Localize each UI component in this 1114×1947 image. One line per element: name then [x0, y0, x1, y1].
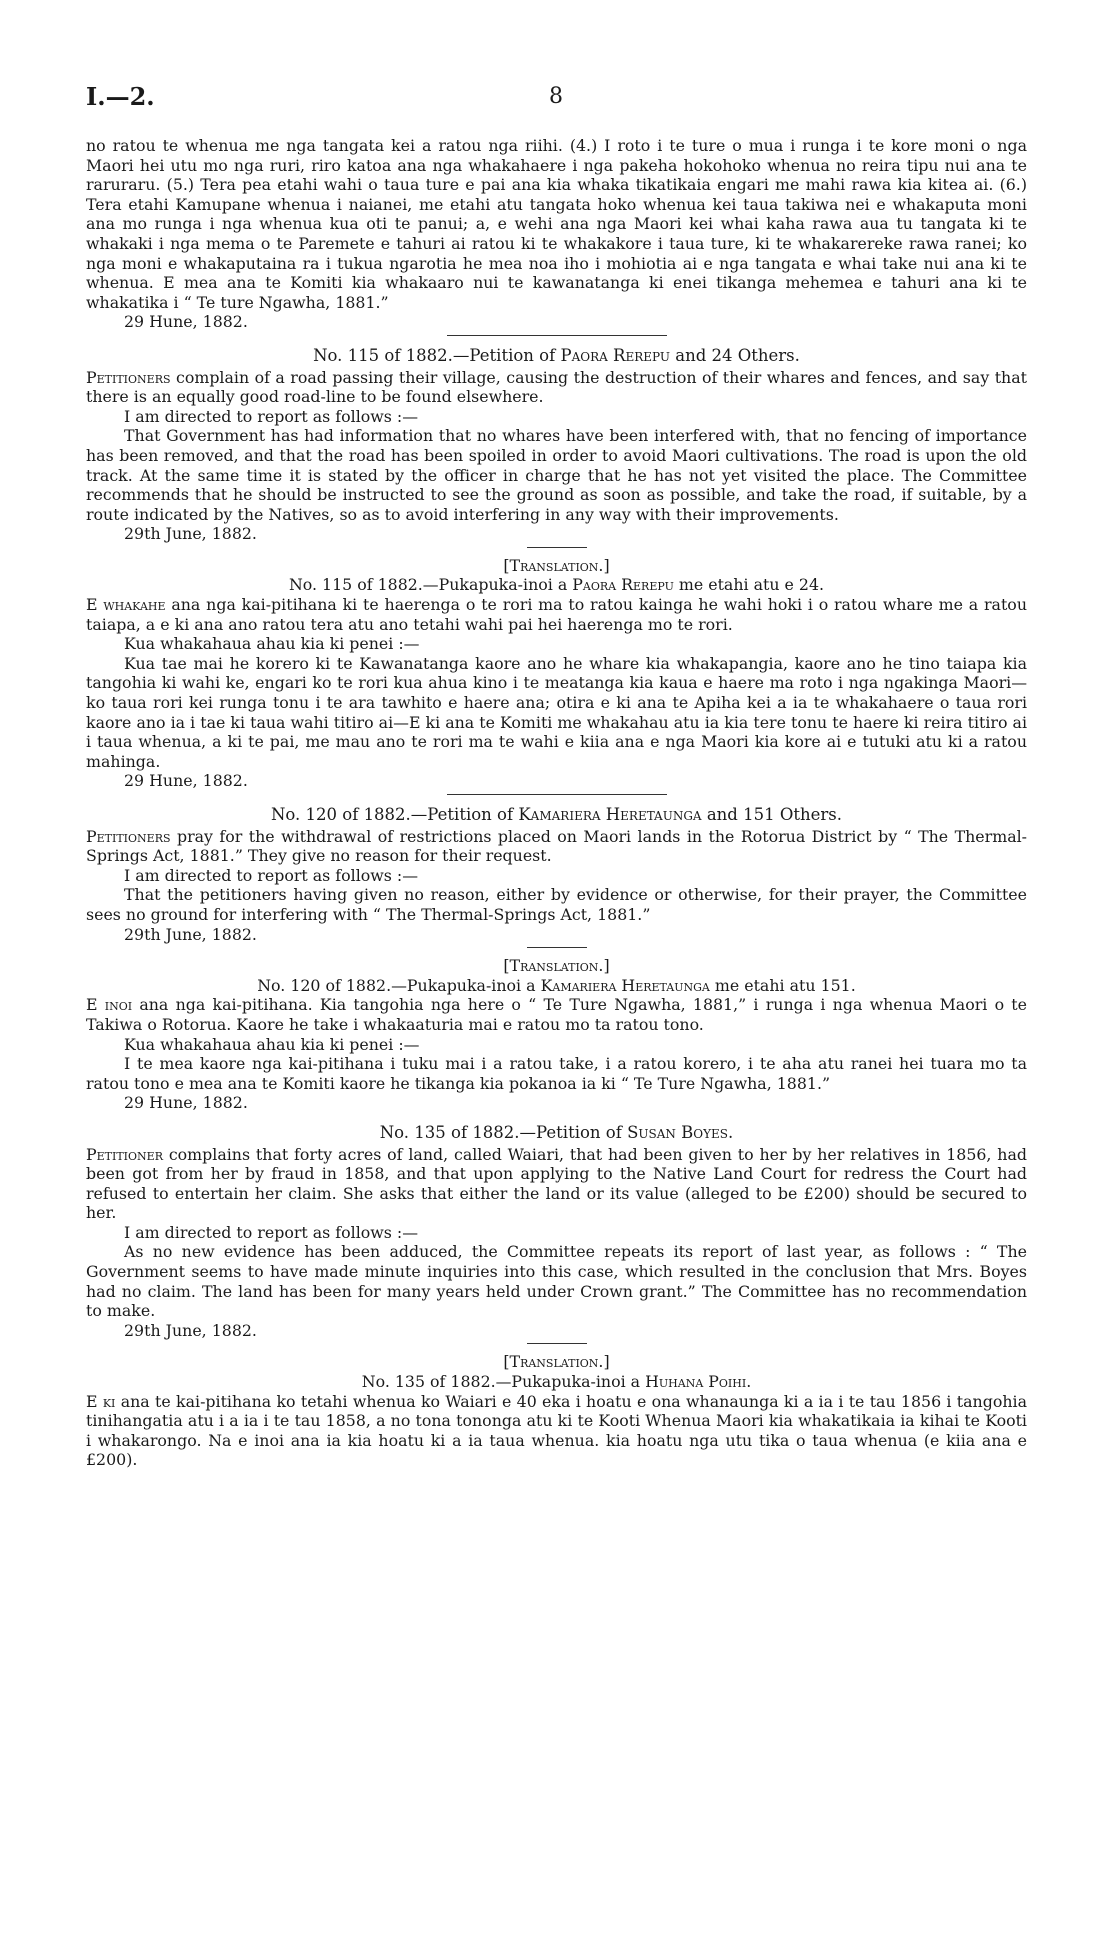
petition-120-date: 29th June, 1882.	[124, 924, 257, 944]
heading-number: No. 120 of 1882.—Pukapuka-inoi a	[257, 975, 536, 995]
translation-label: [Translation.]	[503, 956, 610, 976]
heading-number: No. 120 of 1882.—Petition of	[270, 805, 514, 824]
petition-135-date: 29th June, 1882.	[124, 1320, 257, 1340]
translation-115-summary	[86, 595, 1027, 634]
lead-word: E ki	[86, 1391, 116, 1411]
petition-120-summary	[86, 827, 1027, 866]
series-label: I.—2.	[86, 82, 155, 111]
summary-text: complains that forty acres of land, called Waiari, that had been given to her by her relatives in 1856, had been got from her by fraud in 1858, and that upon applying to the Native Land Court for redress the Court had refused to entertain her claim. She asks that either the land or its value (alleged to be £200) should be secured to her.	[86, 1144, 1027, 1223]
translation-label: [Translation.]	[503, 555, 610, 575]
heading-number: No. 115 of 1882.—Petition of	[313, 345, 556, 365]
summary-text: ana nga kai-pitihana ki te haerenga o te rori ma to ratou kainga he wahi hoki i o ratou whare me a ratou taiapa, a e ki ana ano ratou tera atu ano tetahi wahi pai hei haerenga mo te rori.	[86, 595, 1027, 634]
petitioner-name: Paora Rerepu	[572, 575, 674, 595]
translation-120-report: I te mea kaore nga kai-pitihana i tuku mai i a ratou take, i a ratou korero, i te aha atu ranei hei tuara mo ta ratou tono e mea ana te Komiti kaore he tikanga kia pokanoa ia ki “ Te Ture Ngawha, 1881.”	[86, 1054, 1027, 1093]
lead-word: E whakahe	[86, 595, 166, 615]
heading-number: No. 115 of 1882.—Pukapuka-inoi a	[288, 575, 568, 595]
translation-label: [Translation.]	[503, 1352, 610, 1372]
petition-115-date: 29th June, 1882.	[124, 524, 257, 544]
opening-date: 29 Hune, 1882.	[124, 312, 248, 332]
section-divider	[527, 947, 587, 948]
section-divider	[447, 794, 667, 795]
translation-115-directive: Kua whakahaua ahau kia ki penei :—	[124, 634, 420, 654]
petitioner-name: Kamariera Heretaunga	[518, 805, 702, 824]
petition-115-summary	[86, 368, 1027, 407]
heading-rest: and 151 Others.	[706, 805, 843, 824]
petition-135-directive: I am directed to report as follows :—	[124, 1222, 419, 1242]
petition-135-heading	[86, 1123, 1027, 1143]
heading-rest: me etahi atu e 24.	[678, 575, 825, 595]
translation-120-directive: Kua whakahaua ahau kia ki penei :—	[124, 1034, 420, 1054]
translation-120-date: 29 Hune, 1882.	[124, 1093, 248, 1113]
summary-text: ana nga kai-pitihana. Kia tangohia nga here o “ Te Ture Ngawha, 1881,” i runga i nga whenua Maori o te Takiwa o Rotorua. Kaore he take i whakaaturia mai e ratou mo ta ratou tono.	[86, 995, 1028, 1034]
petitioner-name: Susan Boyes.	[627, 1122, 734, 1142]
petition-135-summary	[86, 1145, 1027, 1223]
translation-115-date: 29 Hune, 1882.	[124, 771, 248, 791]
opening-paragraph: no ratou te whenua me nga tangata kei a ratou nga riihi. (4.) I roto i te ture o mua i runga i te kore moni o nga Maori hei utu mo nga ruri, riro katoa ana nga whakahaere i nga pakeha hokohoko whenua no reira tipu nui ana te raruraru. (5.) Tera pea etahi wahi o taua ture e pai ana kia whaka tikatikaia engari me mahi rawa kia kitea ai. (6.) Tera etahi Kamupane whenua i naianei, me etahi atu tangata hoko whenua kei taua takiwa nei e whakaputa moni ana mo runga i nga whenua kua oti te panui; a, e wehi ana nga Maori kei whai kaha rawa aua tu tangata ki te whakaki i nga mema o te Paremete e tahuri ai ratou ki te whakakore i taua ture, ki te whakarereke rawa ranei; ko nga moni e whakaputaina ra i tukua ngarotia he mea noa iho i mohiotia ai e nga tangata e whai take nui ana ki te whenua. E mea ana te Komiti kia whakaaro nui te kawanatanga ki enei tikanga mehemea e tahuri ana ki te whakatika i “ Te ture Ngawha, 1881.”	[86, 136, 1027, 312]
translation-135-heading	[86, 1372, 1027, 1392]
lead-word: Petitioners	[86, 826, 171, 846]
translation-115-report: Kua tae mai he korero ki te Kawanatanga kaore ano he whare kia whakapangia, kaore ano he tino taiapa kia tangohia ki wahi ke, engari ko te rori kua ahua kino i te meatanga kia kaua e haere ma roto i nga ngakinga Maori—ko taua rori kei runga tonu i te ara tawhito e haere ana; otira e ki ana te Apiha kei a ia te whakahaere o taua rori kaore ano ia i tae ki taua wahi titiro ai—E ki ana te Komiti me whakahau atu ia kia tere tonu te haere ki reira titiro ai i taua whenua, a ki te pai, me mau ano te rori ma te wahi e kiia ana e nga Maori kia kore ai e tutuki atu ki a ratou mahinga.	[86, 653, 1027, 771]
summary-text: complain of a road passing their village, causing the destruction of their whares and fences, and say that there is an equally good road-line to be found elsewhere.	[86, 367, 1027, 407]
heading-number: No. 135 of 1882.—Pukapuka-inoi a	[361, 1372, 641, 1392]
translation-135-summary	[86, 1392, 1027, 1470]
petition-120-heading	[86, 805, 1027, 825]
translation-120-heading	[86, 976, 1027, 996]
petitioner-name: Paora Rerepu	[560, 345, 670, 365]
petition-115-report: That Government has had information that no whares have been interfered with, that no fencing of importance has been removed, and that the road has been spoiled in order to avoid Maori cultivations. The road is upon the old track. At the same time it is stated by the officer in charge that he has not yet visited the place. The Committee recommends that he should be instructed to see the ground as soon as possible, and take the road, if suitable, by a route indicated by the Natives, so as to avoid interfering in any way with their improvements.	[86, 426, 1027, 524]
lead-word: E inoi	[86, 995, 133, 1015]
petition-115-heading	[86, 346, 1027, 366]
section-divider	[447, 335, 667, 336]
petition-115-directive: I am directed to report as follows :—	[124, 406, 419, 426]
petition-135-report: As no new evidence has been adduced, the Committee repeats its report of last year, as follows : “ The Government seems to have made minute inquiries into this case, which resulted in the conclusion that Mrs. Boyes had no claim. The land has been for many years held under Crown grant.” The Committee has no recommendation to make.	[86, 1242, 1027, 1321]
petitioner-name: Kamariera Heretaunga	[540, 975, 710, 995]
lead-word: Petitioner	[86, 1144, 163, 1164]
heading-rest: me etahi atu 151.	[714, 975, 856, 995]
page-body	[86, 136, 1027, 1470]
page-number: 8	[549, 84, 563, 109]
heading-number: No. 135 of 1882.—Petition of	[379, 1122, 622, 1142]
summary-text: ana te kai-pitihana ko tetahi whenua ko Waiari e 40 eka i hoatu e ona whanaunga ki a ia i te tau 1856 i tangohia tinihangatia atu i a ia i te tau 1858, a no tona tononga atu ki te Kooti Whenua Maori kia whakatikaia ia kihai te Kooti i whakarongo. Na e inoi ana ia kia hoatu ki a ia taua whenua. kia hoatu nga utu tika o taua whenua (e kiia ana e £200).	[86, 1391, 1027, 1470]
heading-rest: and 24 Others.	[675, 345, 800, 365]
section-divider	[527, 547, 587, 548]
summary-text: pray for the withdrawal of restrictions placed on Maori lands in the Rotorua District by “ The Thermal-Springs Act, 1881.” They give no reason for their request.	[86, 826, 1027, 866]
petition-120-report: That the petitioners having given no reason, either by evidence or otherwise, for their prayer, the Committee sees no ground for interfering with “ The Thermal-Springs Act, 1881.”	[86, 885, 1027, 924]
petition-120-directive: I am directed to report as follows :—	[124, 865, 419, 885]
translation-115-heading	[86, 575, 1027, 595]
lead-word: Petitioners	[86, 367, 171, 387]
section-divider	[527, 1343, 587, 1344]
petitioner-name: Huhana Poihi.	[645, 1372, 752, 1392]
translation-120-summary	[86, 995, 1027, 1034]
